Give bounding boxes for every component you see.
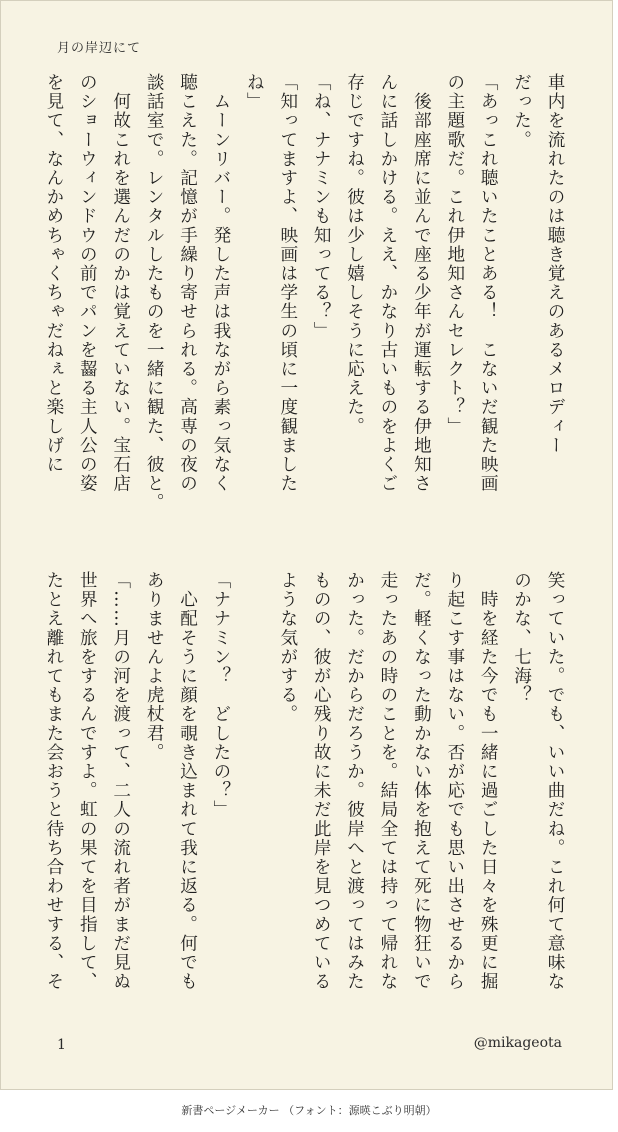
footer-note: 新書ページメーカー （フォント：源暎こぶり明朝） xyxy=(181,1104,437,1117)
text-line: り起こす事はない。否が応でも思い出させるから xyxy=(444,571,465,992)
text-line: 心配そうに顔を覗き込まれて我に返る。何でも xyxy=(177,571,198,992)
text-line: 「……月の河を渡って、二人の流れ者がまだ見ぬ xyxy=(110,571,131,992)
text-line: 走ったあの時のことを。結局全ては持って帰れな xyxy=(377,571,398,992)
text-line: ありませんよ虎杖君。 xyxy=(144,571,165,762)
page-number: 1 xyxy=(57,1037,66,1053)
text-line: 「あっこれ聴いたことある！ こないだ観た映画 xyxy=(478,73,499,494)
text-line: のかな、七海？ xyxy=(511,571,532,705)
text-line: 「ね、ナナミンも知ってる？」 xyxy=(311,73,332,341)
text-line: 「知ってますよ、映画は学生の頃に一度観ました xyxy=(277,73,298,494)
text-line: 聴こえた。記憶が手繰り寄せられる。高専の夜の xyxy=(177,73,198,494)
text-line: 車内を流れたのは聴き覚えのあるメロディー xyxy=(545,73,565,455)
text-line: たとえ離れてもまた会おうと待ち合わせする、そ xyxy=(43,571,64,992)
text-line: 世界へ旅をするんですよ。虹の果てを目指して、 xyxy=(77,571,98,992)
text-line: ね」 xyxy=(244,73,265,112)
text-line: 何故これを選んだのかは覚えていない。宝石店 xyxy=(110,73,131,494)
text-line: だ。軽くなった動かない体を抱えて死に物狂いで xyxy=(411,571,432,992)
text-line: んに話しかける。ええ、かなり古いものをよくご xyxy=(377,73,398,494)
text-line: を見て、なんかめちゃくちゃだねぇと楽しげに xyxy=(43,73,64,475)
text-line xyxy=(237,571,270,1026)
running-title: 月の岸辺にて xyxy=(57,41,142,56)
text-line: かった。だからだろうか。彼岸へと渡ってはみた xyxy=(344,571,365,992)
text-line: の主題歌だ。これ伊地知さんセレクト？」 xyxy=(444,73,465,436)
text-line: ムーンリバー。発した声は我ながら素っ気なく xyxy=(210,73,231,494)
text-line: 「ナナミン？ どしたの？」 xyxy=(210,571,231,820)
author-handle: @mikageota xyxy=(473,1035,562,1051)
text-line: ような気がする。 xyxy=(277,571,298,724)
text-line: 時を経た今でも一緒に過ごした日々を殊更に掘 xyxy=(478,571,499,992)
text-line: 存じですね。彼は少し嬉しそうに応えた。 xyxy=(344,73,365,436)
text-line: 笑っていた。でも、いい曲だね。これ何て意味な xyxy=(545,571,565,992)
text-line: 談話室で。レンタルしたものを一緒に観た、彼と。 xyxy=(144,73,165,513)
text-line: のショーウィンドウの前でパンを齧る主人公の姿 xyxy=(77,73,98,494)
text-line: だった。 xyxy=(511,73,532,150)
lower-text-block xyxy=(43,571,571,1026)
text-line: ものの、彼が心残り故に未だ此岸を見つめている xyxy=(311,571,332,992)
text-line: 後部座席に並んで座る少年が運転する伊地知さ xyxy=(411,73,432,494)
upper-text-block xyxy=(43,73,571,543)
